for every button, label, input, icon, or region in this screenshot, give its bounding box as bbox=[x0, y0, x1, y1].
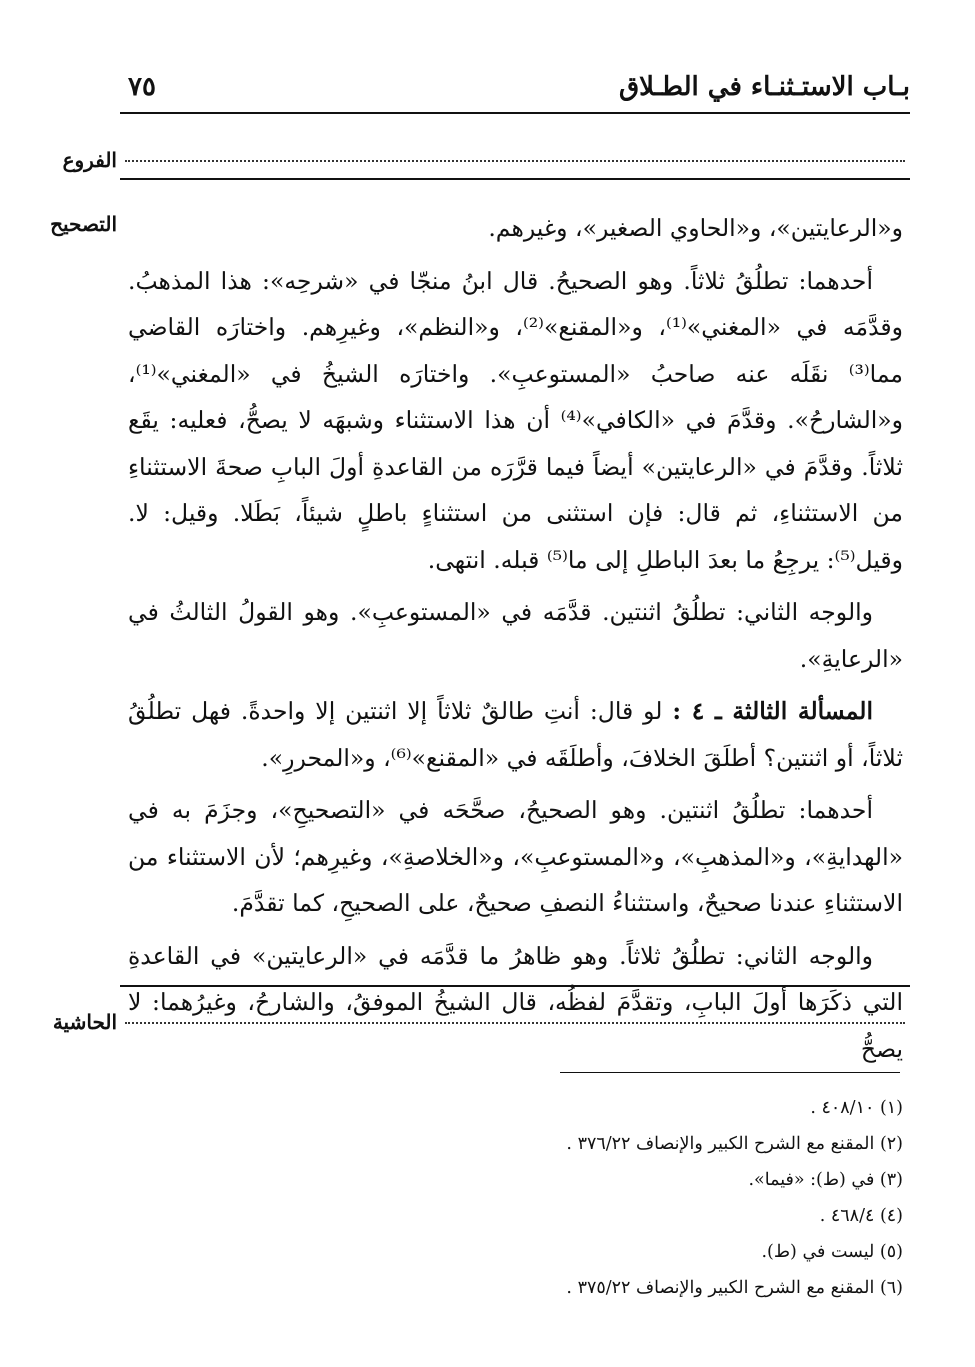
furu-dotted-line bbox=[125, 160, 905, 162]
footnote: (٤) ٤٦٨/٤ . bbox=[819, 1206, 903, 1226]
main-text bbox=[128, 205, 903, 1078]
mas-ala-text: لو قال: أنتِ طالقٌ ثلاثاً إلا اثنتين إلا واحدةً. فهل تطلُقُ ثلاثاً، أو اثنتين؟ أطلَقَ الخلافَ، وأطلَقَه في «المقنع»⁽⁶⁾، و«المحررِ». bbox=[128, 697, 903, 772]
mas-ala-heading: المسألة الثالثة ـ ٤ : bbox=[672, 697, 874, 725]
paragraph: أحدهما: تطلُقُ ثلاثاً. وهو الصحيحُ. قال ابنُ منجّا في «شرحِه»: هذا المذهبُ. وقدَّمَه في «المغني»⁽¹⁾، و«المقنع»⁽²⁾، و«النظم»، وغيرِهم. واختارَه القاضي مما⁽³⁾ نقَلَه عنه صاحبُ «المستوعبِ». واختارَه الشيخُ في «المغني»⁽¹⁾، و«الشارحُ». وقدَّمَ في «الكافي»⁽⁴⁾ أن هذا الاستثناء وشبهَه لا يصحُّ، فعليه: يقَع ثلاثاً. وقدَّمَ في «الرعايتين» أيضاً فيما قرَّرَه من القاعدةِ أولَ البابِ صحةَ الاستثناءِ من الاستثناءِ، ثم قال: فإن استثنى من استثناءٍ باطلٍ شيئاً، بَطَلا. وقيل: لا. وقيل⁽⁵⁾: يرجِعُ ما بعدَ الباطلِ إلى ما⁽⁵⁾ قبله. انتهى. bbox=[128, 266, 904, 574]
paragraph: أحدهما: تطلُقُ اثنتين. وهو الصحيحُ، صحَّحَه في «التصحيحِ»، وجزَمَ به في «الهدايةِ»، و«المذهبِ»، و«المستوعبِ»، و«الخلاصةِ»، وغيرِهم؛ لأن الاستثناء من الاستثناءِ عندنا صحيحٌ، واستثناءُ النصفِ صحيحٌ، على الصحيحِ، كما تقدَّمَ. bbox=[128, 796, 903, 917]
footnote: (٢) المقنع مع الشرح الكبير والإنصاف ٣٧٦/٢٢ . bbox=[566, 1134, 903, 1154]
paragraph-mas-ala bbox=[128, 688, 903, 781]
hashiya-rule bbox=[120, 985, 910, 987]
footnote: (١) ٤٠٨/١٠ . bbox=[810, 1098, 903, 1118]
header-rule bbox=[120, 112, 910, 114]
page-header bbox=[120, 72, 910, 108]
paragraph: والوجه الثاني: تطلُقُ ثلاثاً. وهو ظاهرُ ما قدَّمَه في «الرعايتين» في القاعدةِ التي ذكَرَها أولَ البابِ، وتقدَّمَ لفظُه، قال الشيخُ الموفقُ، والشارحُ، وغيرُهما: لا يصحُّ bbox=[128, 941, 903, 1063]
label-furu: الفروع bbox=[62, 148, 117, 172]
page-title: بـاب الاستـثنـاء في الطـلاق bbox=[618, 72, 910, 102]
hashiya-dotted-line bbox=[125, 1022, 905, 1024]
furu-rule bbox=[120, 178, 910, 180]
footnote-separator bbox=[560, 1072, 900, 1073]
footnote: (٣) في (ط): «فيما». bbox=[748, 1170, 903, 1190]
paragraph: والوجه الثاني: تطلُقُ اثنتين. قدَّمَه في «المستوعبِ». وهو القولُ الثالثُ في «الرعايةِ». bbox=[128, 598, 903, 673]
footnotes bbox=[123, 1090, 903, 1306]
page-number: ٧٥ bbox=[128, 72, 156, 102]
paragraph: و«الرعايتين»، و«الحاوي الصغير»، وغيرهم. bbox=[488, 214, 903, 242]
footnote: (٦) المقنع مع الشرح الكبير والإنصاف ٣٧٥/٢٢ . bbox=[566, 1278, 903, 1298]
footnote: (٥) ليست في (ط). bbox=[761, 1242, 903, 1262]
label-tashih: التصحيح bbox=[50, 212, 117, 236]
label-hashiya: الحاشية bbox=[52, 1010, 117, 1034]
